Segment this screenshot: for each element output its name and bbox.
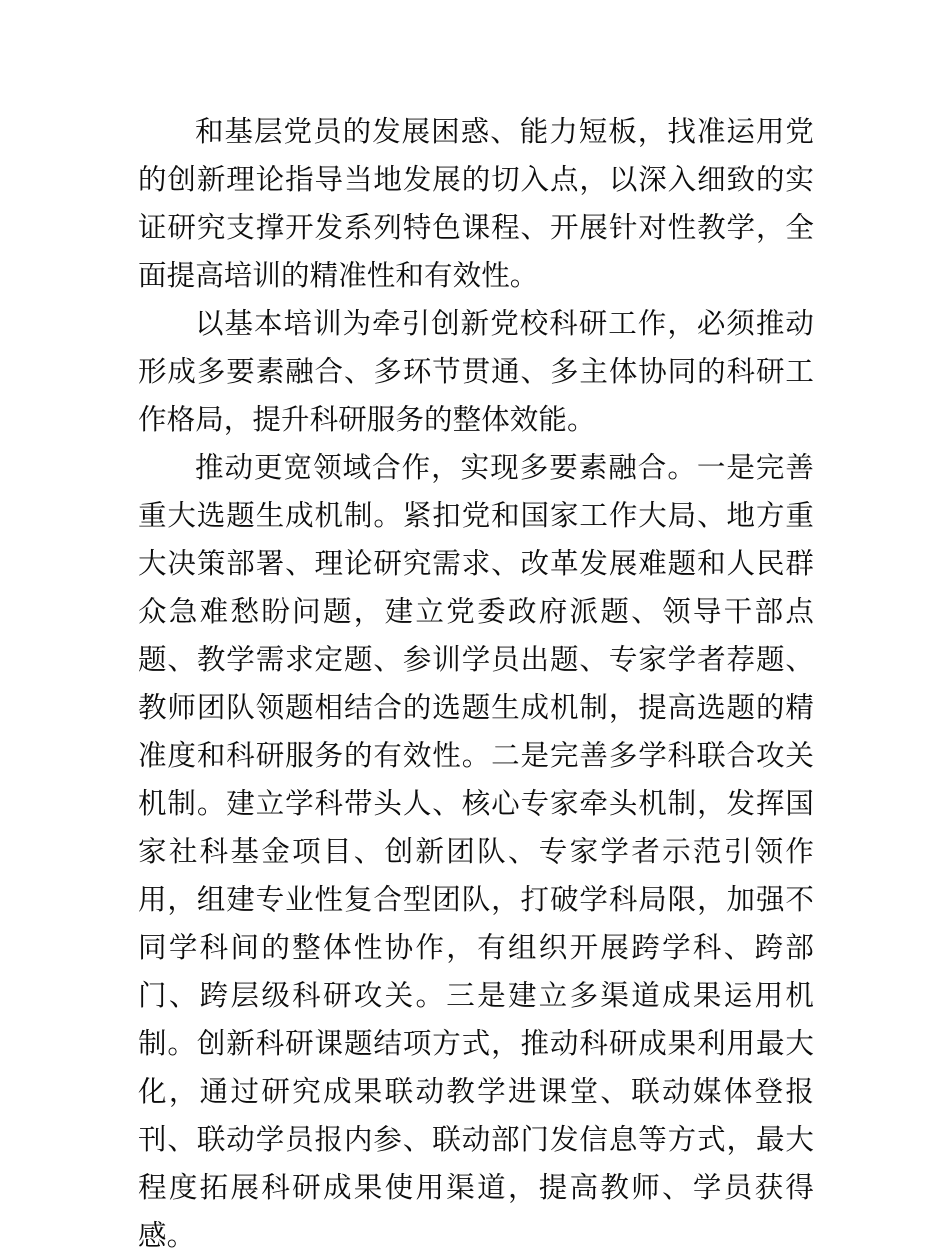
- paragraph-3: 推动更宽领域合作，实现多要素融合。一是完善重大选题生成机制。紧扣党和国家工作大局、地方重大决策部署、理论研究需求、改革发展难题和人民群众急难愁盼问题，建立党委政府派题、领导干部点题、教学需求定题、参训学员出题、专家学者荐题、教师团队领题相结合的选题生成机制，提高选题的精准度和科研服务的有效性。二是完善多学科联合攻关机制。建立学科带头人、核心专家牵头机制，发挥国家社科基金项目、创新团队、专家学者示范引领作用，组建专业性复合型团队，打破学科局限，加强不同学科间的整体性协作，有组织开展跨学科、跨部门、跨层级科研攻关。三是建立多渠道成果运用机制。创新科研课题结项方式，推动科研成果利用最大化，通过研究成果联动教学进课堂、联动媒体登报刊、联动学员报内参、联动部门发信息等方式，最大程度拓展科研成果使用渠道，提高教师、学员获得感。: [138, 451, 814, 1252]
- document-text-body: [138, 108, 814, 1260]
- paragraph-2: 以基本培训为牵引创新党校科研工作，必须推动形成多要素融合、多环节贯通、多主体协同的科研工作格局，提升科研服务的整体效能。: [138, 307, 814, 436]
- paragraph-1: 和基层党员的发展困惑、能力短板，找准运用党的创新理论指导当地发展的切入点，以深入细致的实证研究支撑开发系列特色课程、开展针对性教学，全面提高培训的精准性和有效性。: [138, 115, 814, 292]
